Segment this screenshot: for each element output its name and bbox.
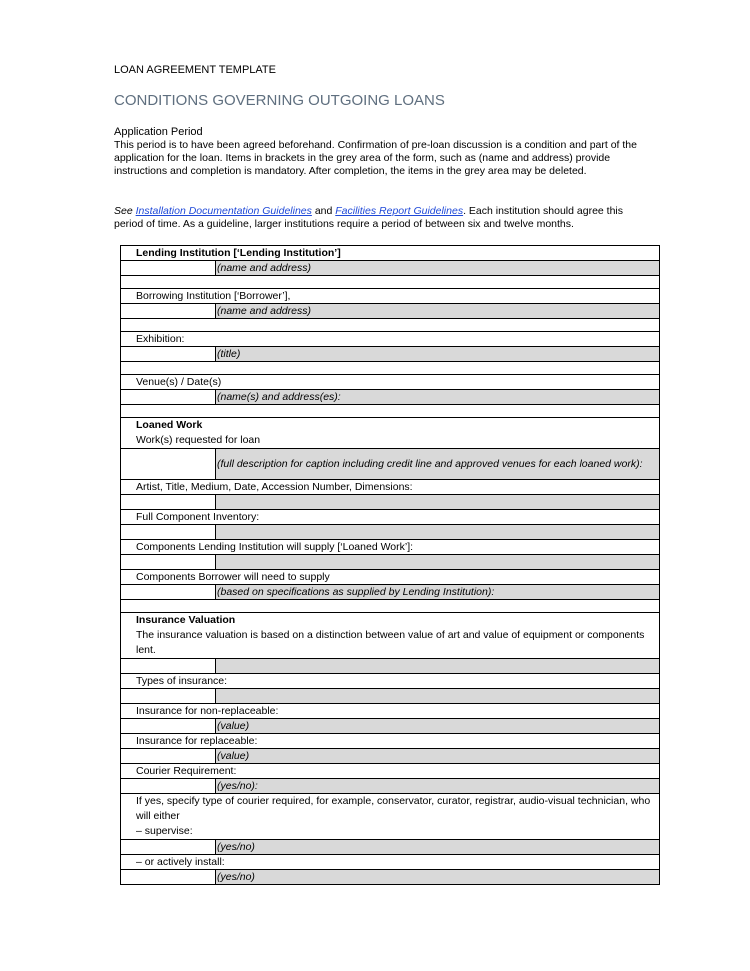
replaceable-label: Insurance for replaceable:	[121, 734, 660, 749]
table-row	[121, 674, 660, 689]
insurance-valuation-text: The insurance valuation is based on a distinction between value of art and value of equipment or components lent.	[136, 629, 645, 656]
installation-guidelines-link[interactable]: Installation Documentation Guidelines	[135, 205, 312, 217]
spacer-row	[121, 362, 660, 375]
blank-cell	[121, 347, 216, 362]
spacer-row	[121, 405, 660, 418]
exhibition-label: Exhibition:	[121, 332, 660, 347]
table-row	[121, 347, 660, 362]
and-text: and	[314, 205, 333, 217]
table-row	[121, 585, 660, 600]
artist-details-label: Artist, Title, Medium, Date, Accession Number, Dimensions:	[121, 480, 660, 495]
insurance-valuation-field[interactable]	[216, 659, 660, 674]
loan-form-table	[120, 245, 660, 885]
supervise-label: – supervise:	[136, 825, 193, 837]
table-row	[121, 261, 660, 276]
types-insurance-label: Types of insurance:	[121, 674, 660, 689]
loaned-work-label: Loaned Work	[136, 419, 203, 431]
table-row	[121, 794, 660, 840]
loaned-work-cell	[121, 418, 660, 449]
insurance-valuation-cell	[121, 613, 660, 659]
install-label: – or actively install:	[121, 855, 660, 870]
courier-detail-cell	[121, 794, 660, 840]
table-row	[121, 246, 660, 261]
table-row	[121, 659, 660, 674]
components-lending-field[interactable]	[216, 555, 660, 570]
table-row	[121, 855, 660, 870]
application-period-text: This period is to have been agreed beforehand. Confirmation of pre-loan discussion is a condition and part of the application for the loan. Items in brackets in the grey area of the form, such as (name and address) provide instructions and completion is mandatory. After completion, the items in the grey area may be deleted.	[114, 139, 637, 177]
courier-label: Courier Requirement:	[121, 764, 660, 779]
install-field[interactable]: (yes/no)	[216, 870, 660, 885]
table-row	[121, 540, 660, 555]
blank-cell	[121, 555, 216, 570]
blank-cell	[121, 840, 216, 855]
table-row	[121, 870, 660, 885]
table-row	[121, 719, 660, 734]
table-row	[121, 418, 660, 449]
guidelines-paragraph	[114, 205, 654, 231]
table-row	[121, 480, 660, 495]
table-row	[121, 749, 660, 764]
facilities-guidelines-link[interactable]: Facilities Report Guidelines	[335, 205, 464, 217]
insurance-valuation-label: Insurance Valuation	[136, 614, 236, 626]
blank-cell	[121, 779, 216, 794]
full-component-label: Full Component Inventory:	[121, 510, 660, 525]
spacer-row	[121, 319, 660, 332]
borrowing-institution-field[interactable]: (name and address)	[216, 304, 660, 319]
table-row	[121, 570, 660, 585]
blank-cell	[121, 870, 216, 885]
lending-institution-label: Lending Institution [‘Lending Institution’]	[121, 246, 660, 261]
blank-cell	[121, 261, 216, 276]
borrowing-institution-label: Borrowing Institution [‘Borrower’],	[121, 289, 660, 304]
venues-field[interactable]: (name(s) and address(es):	[216, 390, 660, 405]
table-row	[121, 449, 660, 480]
non-replaceable-field[interactable]: (value)	[216, 719, 660, 734]
table-row	[121, 613, 660, 659]
spacer-row	[121, 600, 660, 613]
courier-detail-text: If yes, specify type of courier required, for example, conservator, curator, registrar, audio-visual technician, who will either	[136, 795, 651, 822]
table-row	[121, 734, 660, 749]
table-row	[121, 779, 660, 794]
document-subtitle: CONDITIONS GOVERNING OUTGOING LOANS	[114, 92, 445, 109]
table-row	[121, 375, 660, 390]
table-row	[121, 689, 660, 704]
table-row	[121, 555, 660, 570]
table-row	[121, 495, 660, 510]
table-row	[121, 289, 660, 304]
table-row	[121, 390, 660, 405]
works-description-field[interactable]: (full description for caption including credit line and approved venues for each loaned work):	[216, 449, 660, 480]
table-row	[121, 704, 660, 719]
components-borrower-label: Components Borrower will need to supply	[121, 570, 660, 585]
full-component-field[interactable]	[216, 525, 660, 540]
blank-cell	[121, 689, 216, 704]
spacer-row	[121, 276, 660, 289]
replaceable-field[interactable]: (value)	[216, 749, 660, 764]
exhibition-field[interactable]: (title)	[216, 347, 660, 362]
works-requested-label: Work(s) requested for loan	[136, 434, 261, 446]
supervise-field[interactable]: (yes/no)	[216, 840, 660, 855]
table-row	[121, 525, 660, 540]
see-tail: . Each institution should agree this period of time. As a guideline, larger institutions require a period of between six and twelve months.	[114, 205, 624, 230]
table-row	[121, 510, 660, 525]
blank-cell	[121, 659, 216, 674]
table-row	[121, 764, 660, 779]
components-borrower-field[interactable]: (based on specifications as supplied by Lending Institution):	[216, 585, 660, 600]
document-title: LOAN AGREEMENT TEMPLATE	[114, 64, 276, 76]
blank-cell	[121, 390, 216, 405]
table-row	[121, 840, 660, 855]
blank-cell	[121, 525, 216, 540]
blank-cell	[121, 304, 216, 319]
see-lead: See	[114, 205, 133, 217]
types-insurance-field[interactable]	[216, 689, 660, 704]
table-row	[121, 304, 660, 319]
lending-institution-field[interactable]: (name and address)	[216, 261, 660, 276]
artist-details-field[interactable]	[216, 495, 660, 510]
components-lending-label: Components Lending Institution will supply [‘Loaned Work’]:	[121, 540, 660, 555]
blank-cell	[121, 449, 216, 480]
blank-cell	[121, 719, 216, 734]
blank-cell	[121, 749, 216, 764]
venues-label: Venue(s) / Date(s)	[121, 375, 660, 390]
blank-cell	[121, 495, 216, 510]
blank-cell	[121, 585, 216, 600]
table-row	[121, 332, 660, 347]
non-replaceable-label: Insurance for non-replaceable:	[121, 704, 660, 719]
courier-field[interactable]: (yes/no):	[216, 779, 660, 794]
application-period-heading: Application Period	[114, 126, 203, 138]
